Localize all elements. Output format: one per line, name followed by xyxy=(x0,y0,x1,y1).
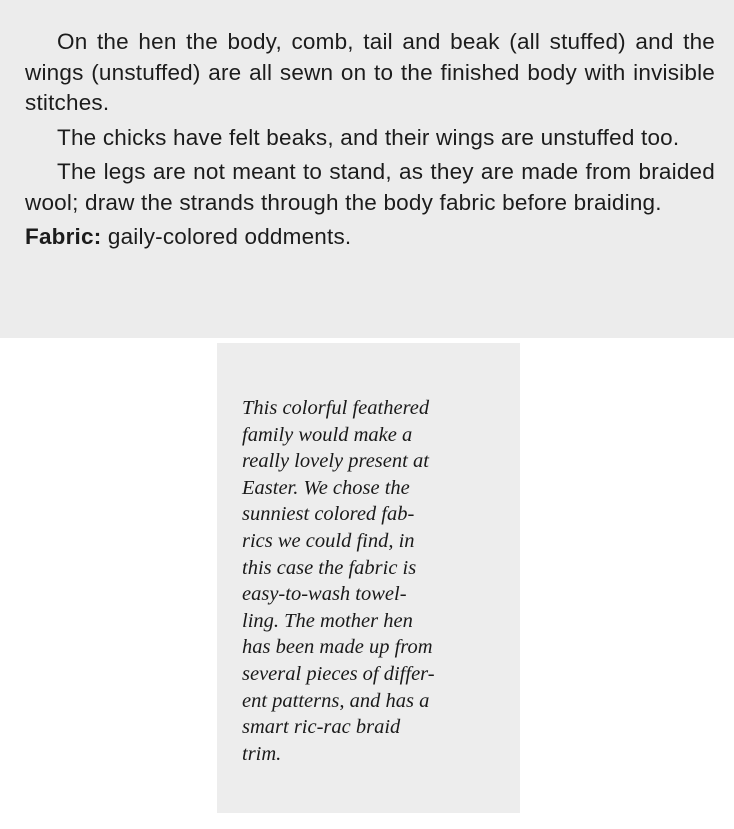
caption-line: rics we could find, in xyxy=(242,529,415,552)
caption-line: this case the fabric is xyxy=(242,556,417,579)
caption-line: has been made up from xyxy=(242,636,433,659)
paragraph-legs: The legs are not meant to stand, as they are made from braided wool; draw the strands through the body fabric before braiding. xyxy=(25,159,715,215)
caption-line: really lovely present at xyxy=(242,450,429,473)
fabric-line xyxy=(25,222,715,253)
fabric-value: gaily-colored oddments. xyxy=(107,224,352,249)
instructions-panel xyxy=(0,0,734,338)
paragraph-hen-assembly: On the hen the body, comb, tail and beak (all stuffed) and the wings (unstuffed) are all sewn on to the finished body with invisible stitches. xyxy=(25,29,715,115)
caption-text xyxy=(242,395,492,767)
instructions-text xyxy=(25,27,715,257)
caption-line: This colorful feathered xyxy=(242,397,430,419)
caption-line: ling. The mother hen xyxy=(242,609,413,632)
caption-line: several pieces of differ- xyxy=(242,662,435,685)
caption-panel xyxy=(217,343,520,813)
caption-line: sunniest colored fab- xyxy=(242,503,415,526)
caption-line: Easter. We chose the xyxy=(242,476,410,499)
caption-line: smart ric-rac braid xyxy=(242,716,401,739)
caption-line: easy-to-wash towel- xyxy=(242,583,407,606)
fabric-label: Fabric: xyxy=(25,224,102,249)
caption-line: trim. xyxy=(242,742,282,765)
paragraph-chicks: The chicks have felt beaks, and their wings are unstuffed too. xyxy=(57,124,680,150)
caption-line: ent patterns, and has a xyxy=(242,689,430,712)
caption-line: family would make a xyxy=(242,423,413,446)
